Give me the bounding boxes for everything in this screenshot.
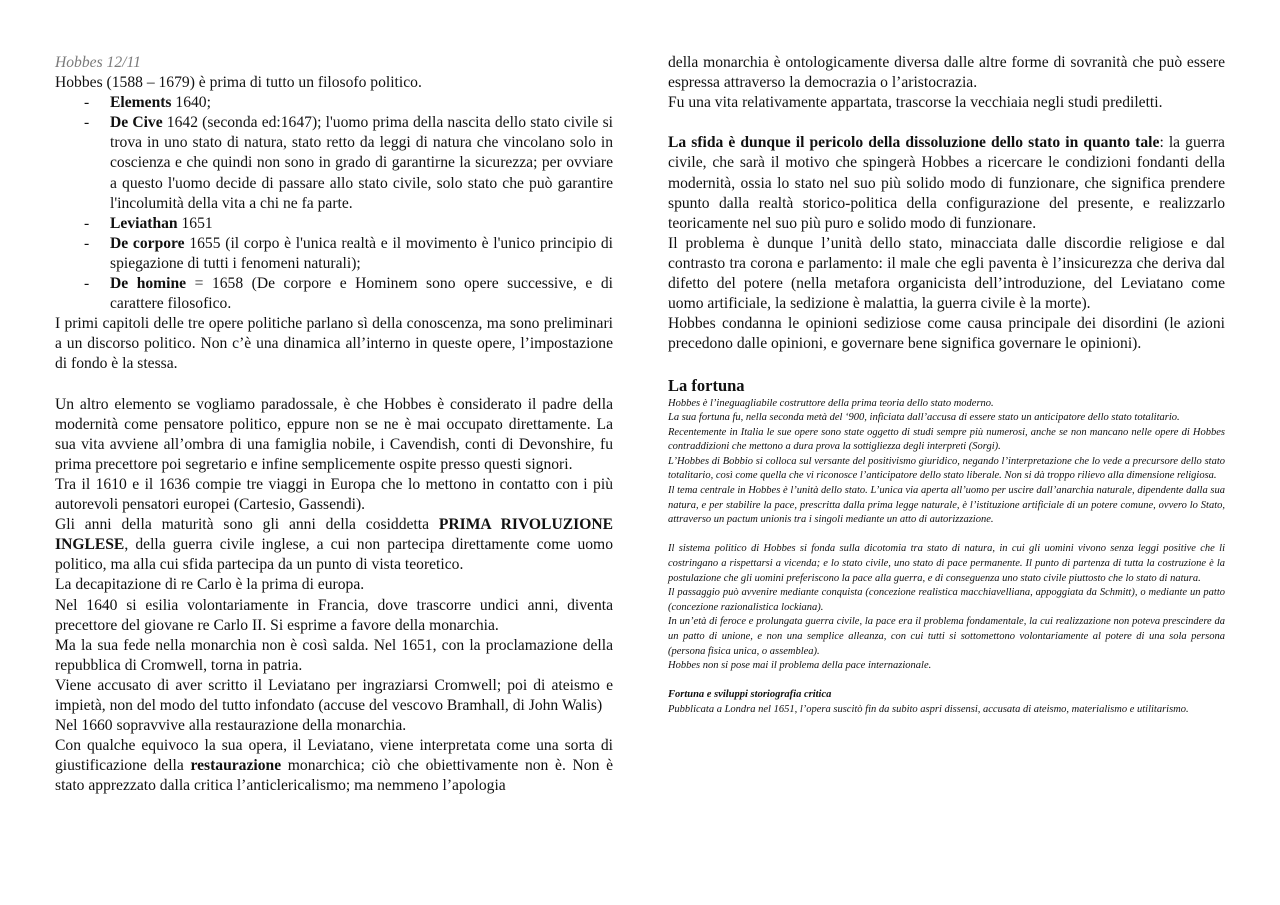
paragraph-decapitazione: La decapitazione di re Carlo è la prima di europa.	[55, 576, 365, 594]
text-span: Con qualche equivoco la sua opera, il Leviatano, viene interpretata come una sorta di giustificazione della	[55, 737, 613, 775]
section-heading-fortuna: La fortuna	[668, 375, 745, 395]
bold-span: restaurazione	[190, 757, 282, 775]
fortuna-line: La sua fortuna fu, nella seconda metà del ‘900, inficiata dall’accusa di essere stato un anticipatore dello stato totalitario.	[668, 412, 1180, 424]
list-dash: -	[84, 275, 90, 293]
text-span: monarchica; ciò che obiettivamente non è. Non è stato apprezzato dalla critica l’anticlericalismo; ma nemmeno l’apologia	[55, 757, 613, 795]
work-title: De Cive	[110, 114, 163, 132]
paragraph-vita: Fu una vita relativamente appartata, trascorse la vecchiaia negli studi prediletti.	[668, 94, 1163, 112]
work-text: 1642 (seconda ed:1647); l'uomo prima della nascita dello stato civile si trova in uno stato di natura, stato retto da leggi di natura che vincolano solo in coscienza e che quindi non sono in grado di garantirne la sicurezza; per ovviare a questo l'uomo decide di passare allo stato civile, solo stato che può garantire l'incolumità della vita a chi ne fa parte.	[110, 114, 613, 212]
fortuna-line: Il tema centrale in Hobbes è l’unità dello stato. L’unica via aperta all’uomo per uscire dall’anarchia naturale, dipendente dalla sua natura, e per stabilire la pace, prescritta dalla prima legge naturale, è l’istituzione artificiale di un potere comune, ovvero lo Stato, attraverso un pactum unionis tra i singoli mediante un atto di autorizzazione.	[668, 485, 1225, 526]
work-title: De corpore	[110, 234, 185, 252]
paragraph-1640: Nel 1640 si esilia volontariamente in Francia, dove trascorre undici anni, diventa precettore del giovane re Carlo II. Si esprime a favore della monarchia.	[55, 596, 613, 634]
fortuna-line: Il sistema politico di Hobbes si fonda sulla dicotomia tra stato di natura, in cui gli uomini vivono senza leggi positive che li costringano a rispettarsi a vicenda; e lo stato civile, uno stato di pace permanente. Il punto di partenza di tutta la costruzione è la postulazione che gli uomini preferiscono la pace alla guerra, e di conseguenza uno stato civile piuttosto che lo stato di natura.	[668, 543, 1225, 584]
paragraph-opinioni: Hobbes condanna le opinioni sediziose come causa principale dei disordini (le azioni precedono dalle opinioni, e governare bene significa governare le opinioni).	[668, 315, 1225, 353]
intro-paragraph: Hobbes (1588 – 1679) è prima di tutto un filosofo politico.	[55, 74, 422, 92]
paragraph-continuation: della monarchia è ontologicamente diversa dalle altre forme di sovranità che può essere espressa attraverso la democrazia o l’aristocrazia.	[668, 54, 1225, 92]
work-text: 1651	[177, 214, 213, 232]
paragraph-maturita	[55, 515, 613, 575]
list-item	[55, 234, 613, 274]
spacer	[55, 375, 613, 395]
paragraph-1660: Nel 1660 sopravvive alla restaurazione della monarchia.	[55, 717, 407, 735]
spacer	[668, 113, 1225, 133]
spacer	[668, 674, 1225, 689]
list-dash: -	[84, 234, 90, 252]
paragraph-viaggi: Tra il 1610 e il 1636 compie tre viaggi in Europa che lo mettono in contatto con i più autorevoli pensatori europei (Cartesio, Gassendi).	[55, 475, 613, 514]
paragraph-equivoco	[55, 736, 613, 796]
paragraph-accusato: Viene accusato di aver scritto il Leviatano per ingraziarsi Cromwell; poi di ateismo e impietà, non del modo del tutto infondato (accuse del vescovo Bramhall, di John Walis)	[55, 676, 613, 714]
list-item	[55, 113, 613, 213]
fortuna-line: Hobbes è l’ineguagliabile costruttore della prima teoria dello stato moderno.	[668, 397, 994, 409]
work-text: 1640;	[171, 94, 211, 112]
bold-span: PRIMA RIVOLUZIONE INGLESE	[55, 516, 613, 554]
lecture-header: Hobbes 12/11	[55, 54, 141, 71]
paragraph-problema: Il problema è dunque l’unità dello stato, minacciata dalle discordie religiose e dal contrasto tra corona e parlamento: il male che egli paventa è l’insicurezza che deriva dal difetto del potere (nella metafora organicista dell’introduzione, del Leviatano come uomo artificiale, la sedizione è malattia, la guerra civile è la morte).	[668, 234, 1225, 313]
list-item	[55, 274, 613, 314]
text-span: , della guerra civile inglese, a cui non partecipa direttamente come uomo politico, ma alla cui sfida partecipa da un punto di vista teoretico.	[55, 536, 613, 574]
paragraph-paradossale: Un altro elemento se vogliamo paradossale, è che Hobbes è considerato il padre della modernità come pensatore politico, eppure non se ne è mai occupato direttamente. La sua vita avviene all’ombra di una famiglia nobile, i Cavendish, conti di Devonshire, fu prima precettore poi segretario e infine semplicemente ospite presso questi signori.	[55, 395, 613, 473]
spacer	[668, 354, 1225, 374]
work-title: Elements	[110, 94, 172, 112]
list-item	[55, 93, 613, 113]
list-dash: -	[84, 114, 90, 132]
fortuna-line: In un’età di feroce e prolungata guerra civile, la pace era il problema fondamentale, la cui realizzazione non poteva prescindere da un patto di unione, e non una semplice alleanza, con cui tutti si sottomettono volontariamente al potere di una sola persona (persona fisica unica, o assemblea).	[668, 616, 1225, 657]
fortuna-line: Il passaggio può avvenire mediante conquista (concezione realistica macchiavelliana, appoggiata da Schmitt), o mediante un patto (concezione razionalistica lockiana).	[668, 587, 1225, 613]
work-title: Leviathan	[110, 214, 178, 232]
left-column	[55, 53, 613, 796]
fortuna-line: Recentemente in Italia le sue opere sono state oggetto di studi sempre più numerosi, anche se non mancano nelle opere di Hobbes contraddizioni che mettono a dura prova la sottigliezza degli interpreti (Sorgi).	[668, 426, 1225, 453]
fortuna-line: Pubblicata a Londra nel 1651, l’opera suscitò fin da subito aspri dissensi, accusata di ateismo, materialismo e utilitarismo.	[668, 703, 1189, 715]
list-dash: -	[84, 214, 90, 232]
paragraph-capitoli: I primi capitoli delle tre opere politiche parlano sì della conoscenza, ma sono preliminari a un discorso politico. Non c’è una dinamica all’interno in queste opere, l’impostazione di fondo è la stessa.	[55, 315, 613, 373]
section-heading-sviluppi: Fortuna e sviluppi storiografia critica	[668, 689, 832, 701]
spacer	[668, 528, 1225, 543]
fortuna-line: Hobbes non si pose mai il problema della pace internazionale.	[668, 660, 932, 672]
right-column	[668, 53, 1225, 718]
list-dash: -	[84, 94, 90, 112]
works-list	[55, 93, 613, 314]
text-span: Gli anni della maturità sono gli anni della cosiddetta	[55, 516, 439, 534]
bold-span: La sfida è dunque il pericolo della dissoluzione dello stato in quanto tale	[668, 134, 1160, 152]
work-title: De homine	[110, 275, 187, 293]
text-span: : la guerra civile, che sarà il motivo che spingerà Hobbes a ricercare le condizioni fondanti della modernità, ossia lo stato nel suo più solido modo di funzionare, che significa prendere spunto dalla realtà storico-politica della configurazione del presente, e realizzarlo teoricamente nel suo più puro e solido modo di funzionare.	[668, 134, 1225, 232]
list-item	[55, 214, 613, 234]
paragraph-sfida	[668, 133, 1225, 233]
work-text: 1655 (il corpo è l'unica realtà e il movimento è l'unico principio di spiegazione di tutti i fenomeni naturali);	[110, 234, 613, 272]
fortuna-line: L’Hobbes di Bobbio si colloca sul versante del positivismo giuridico, negando l’interpretazione che lo vede a precursore dello stato totalitario, così come quella che vi riconosce l’anticipatore dello stato liberale. Non si dà troppo rilievo alla dimensione religiosa.	[668, 455, 1225, 482]
paragraph-fede: Ma la sua fede nella monarchia non è così salda. Nel 1651, con la proclamazione della repubblica di Cromwell, torna in patria.	[55, 636, 613, 674]
work-text: = 1658 (De corpore e Hominem sono opere successive, e di carattere filosofico.	[110, 275, 613, 313]
